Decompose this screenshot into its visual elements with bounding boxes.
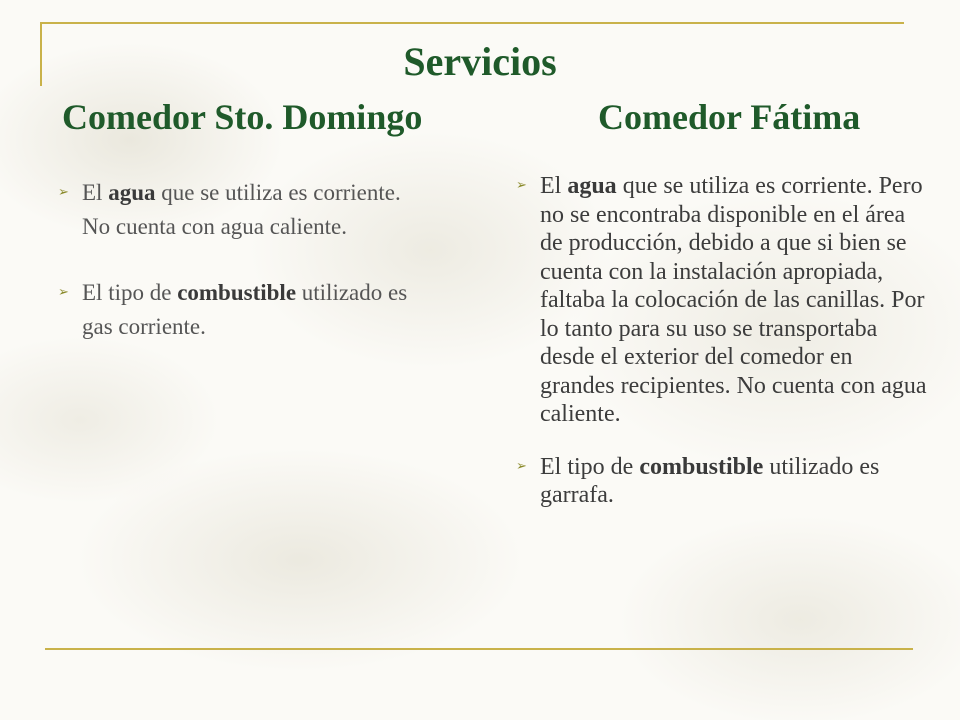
bullet-text-pre: El <box>82 180 109 205</box>
slide-title: Servicios <box>403 39 557 84</box>
right-column-heading: Comedor Fátima <box>598 97 861 137</box>
list-item <box>516 172 928 429</box>
bullet-keyword: combustible <box>639 453 764 480</box>
arrow-bullet-icon: ➢ <box>58 285 69 300</box>
list-item <box>58 176 418 244</box>
arrow-bullet-icon: ➢ <box>516 458 527 474</box>
bullet-keyword: agua <box>567 173 617 199</box>
bullet-text-pre: El tipo de <box>540 453 640 480</box>
top-rule <box>40 22 904 24</box>
bullet-text-pre: El tipo de <box>82 280 178 305</box>
arrow-bullet-icon: ➢ <box>516 178 527 193</box>
bullet-keyword: combustible <box>177 280 297 305</box>
left-column-heading: Comedor Sto. Domingo <box>62 97 423 137</box>
arrow-bullet-icon: ➢ <box>58 185 69 200</box>
bullet-text-post: utilizado es gas corriente. <box>82 280 408 339</box>
bullet-text-post: utilizado es garrafa. <box>540 453 880 508</box>
right-bullet-list <box>516 172 928 510</box>
bullet-keyword: agua <box>108 180 156 205</box>
bullet-text-pre: El <box>540 173 568 199</box>
bullet-text-post: que se utiliza es corriente. No cuenta con agua caliente. <box>82 180 401 239</box>
bullet-text-post: que se utiliza es corriente. Pero no se encontraba disponible en el área de producción, debido a que si bien se cuenta con la instalación apropiada, faltaba la colocación de las canillas. Por lo tanto para su uso se transportaba desde el exterior del comedor en grandes recipientes. No cuenta con agua caliente. <box>540 173 927 427</box>
list-item <box>516 453 928 510</box>
left-bullet-list <box>58 176 418 344</box>
list-item <box>58 276 418 344</box>
bottom-rule <box>45 648 913 650</box>
